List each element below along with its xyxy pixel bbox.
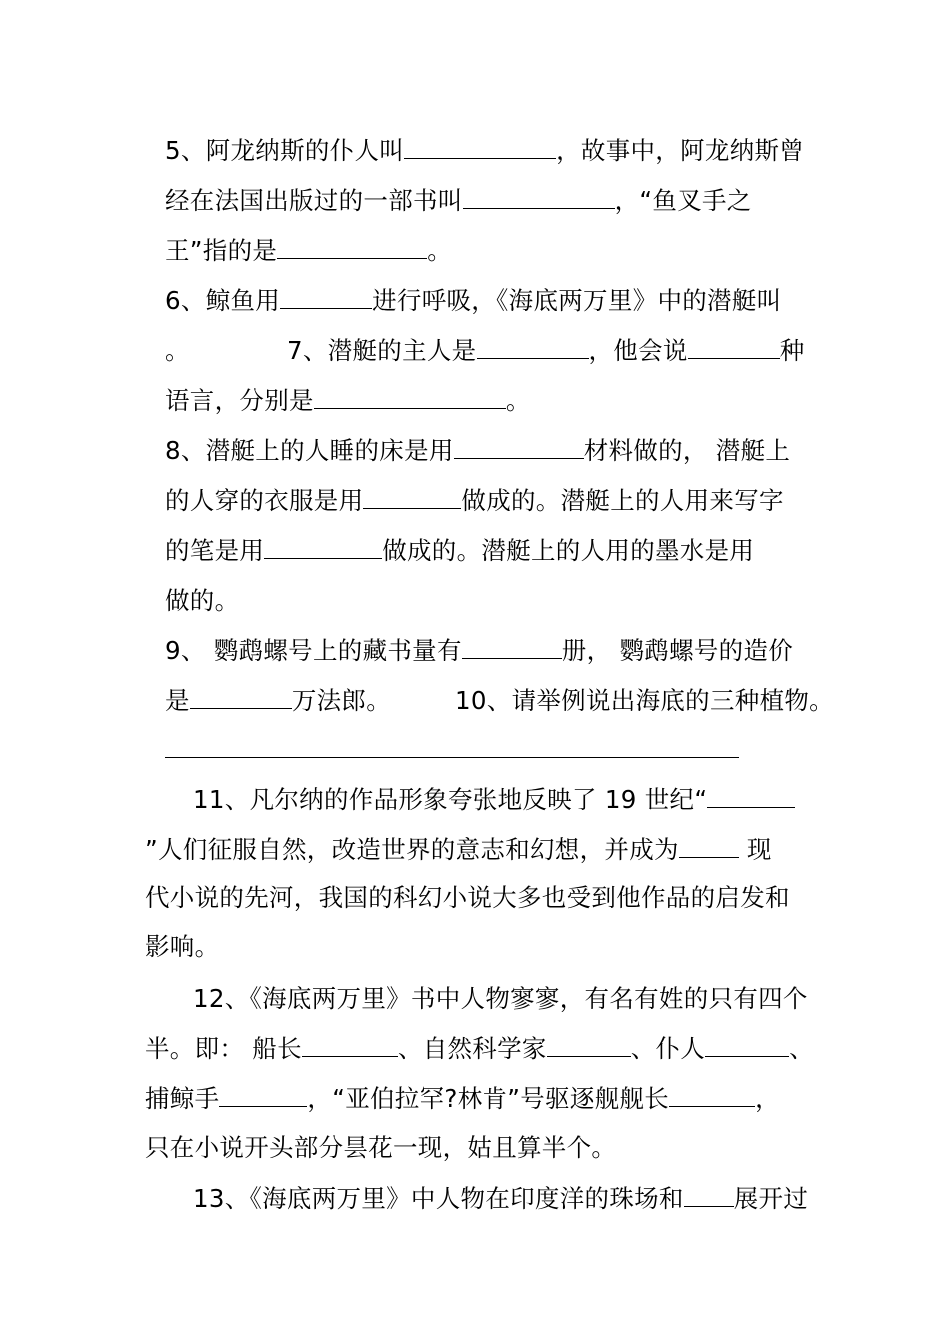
q9-text: 9、 鹦鹉螺号上的藏书量有 xyxy=(165,636,462,665)
q11-text: 11、凡尔纳的作品形象夸张地反映了 19 世纪“ xyxy=(193,785,708,814)
q9-text: 册， 鹦鹉螺号的造价 xyxy=(561,636,794,665)
q5-text: 王”指的是 xyxy=(165,236,278,265)
q11-text: 代小说的先河，我国的科幻小说大多也受到他作品的启发和 xyxy=(145,883,790,912)
q6-line-1 xyxy=(165,284,781,318)
q9-line-1 xyxy=(165,634,793,668)
q5-text: 。 xyxy=(427,236,453,265)
q12-blank-captain[interactable] xyxy=(302,1034,398,1057)
q7-text: 。 xyxy=(505,386,531,415)
q12-text: 捕鲸手 xyxy=(145,1084,220,1113)
q8-line-2 xyxy=(165,484,784,518)
q12-text: 12、《海底两万里》书中人物寥寥，有名有姓的只有四个 xyxy=(193,984,808,1013)
q8-line-3 xyxy=(165,534,754,568)
q8-text: 做成的。潜艇上的人用来写字 xyxy=(461,486,784,515)
q7-blank-languages-count[interactable] xyxy=(688,336,780,359)
q5-line-1 xyxy=(165,134,804,168)
q6-text: 进行呼吸，《海底两万里》中的潜艇叫 xyxy=(372,286,782,315)
q12-text: 、自然科学家 xyxy=(397,1034,547,1063)
q8-line-1 xyxy=(165,434,790,468)
q8-text: 的笔是用 xyxy=(165,536,265,565)
q11-text: ”人们征服自然，改造世界的意志和幻想，并成为 xyxy=(145,835,679,864)
q7-line-2 xyxy=(165,384,531,418)
q11-line-4 xyxy=(145,930,219,964)
q11-text: 现 xyxy=(738,835,772,864)
q8-text: 8、潜艇上的人睡的床是用 xyxy=(165,436,454,465)
q5-text: 5、阿龙纳斯的仆人叫 xyxy=(165,136,405,165)
q12-line-1 xyxy=(193,982,808,1016)
q10-answer-line[interactable] xyxy=(165,757,739,758)
q8-line-4 xyxy=(165,584,239,618)
q12-blank-whaler[interactable] xyxy=(219,1084,307,1107)
q7-text: 7、潜艇的主人是 xyxy=(287,336,477,365)
q5-blank-servant[interactable] xyxy=(404,136,556,159)
q7-text: 种 xyxy=(779,336,805,365)
q5-line-3 xyxy=(165,234,452,268)
q11-blank-modern[interactable] xyxy=(679,835,739,858)
q10-line-1 xyxy=(455,684,834,718)
q6-text: 。 xyxy=(165,336,190,365)
q9-text: 万法郎。 xyxy=(291,686,392,715)
q12-text: 只在小说开头部分昙花一现，姑且算半个。 xyxy=(145,1133,617,1162)
q8-blank-pen[interactable] xyxy=(264,536,382,559)
q7-blank-languages[interactable] xyxy=(314,386,506,409)
q9-line-2 xyxy=(165,684,391,718)
q8-blank-bed[interactable] xyxy=(454,436,584,459)
q12-text: 、 xyxy=(789,1034,814,1063)
q12-line-4 xyxy=(145,1131,616,1165)
q9-blank-cost[interactable] xyxy=(190,686,292,709)
q6-text: 6、鲸鱼用 xyxy=(165,286,281,315)
q9-text: 是 xyxy=(165,686,190,715)
q12-blank-scientist[interactable] xyxy=(547,1034,631,1057)
q10-text: 10、请举例说出海底的三种植物。 xyxy=(455,686,834,715)
q12-line-2 xyxy=(145,1032,814,1066)
q7-text: ，他会说 xyxy=(588,336,688,365)
q5-blank-book[interactable] xyxy=(463,186,615,209)
q11-text: 影响。 xyxy=(145,932,220,961)
q13-line-1 xyxy=(193,1182,808,1216)
q9-blank-books[interactable] xyxy=(462,636,562,659)
q5-blank-harpooner[interactable] xyxy=(277,236,427,259)
q12-text: 、仆人 xyxy=(630,1034,706,1063)
q13-text: 13、《海底两万里》中人物在印度洋的珠场和 xyxy=(193,1184,684,1213)
q12-blank-servant[interactable] xyxy=(705,1034,789,1057)
q5-text: ，故事中，阿龙纳斯曾 xyxy=(556,136,805,165)
q6-blank-breath[interactable] xyxy=(280,286,372,309)
q5-line-2 xyxy=(165,184,752,218)
q8-blank-clothes[interactable] xyxy=(363,486,461,509)
q13-blank-location[interactable] xyxy=(684,1184,734,1207)
q5-text: ，“鱼叉手之 xyxy=(614,186,752,215)
q8-text: 的人穿的衣服是用 xyxy=(165,486,364,515)
q12-blank-commander[interactable] xyxy=(669,1084,755,1107)
q11-line-1 xyxy=(193,783,795,817)
q8-text: 做的。 xyxy=(165,586,240,615)
q5-text: 经在法国出版过的一部书叫 xyxy=(165,186,463,215)
q13-text: 展开过 xyxy=(733,1184,809,1213)
q12-text: ， xyxy=(755,1084,780,1113)
q6-line-2 xyxy=(165,334,190,368)
q11-line-3 xyxy=(145,881,790,915)
q8-text: 做成的。潜艇上的人用的墨水是用 xyxy=(382,536,755,565)
q11-blank-century[interactable] xyxy=(707,785,795,808)
q11-line-2 xyxy=(145,833,772,867)
q7-blank-owner[interactable] xyxy=(477,336,589,359)
q7-line-1 xyxy=(287,334,805,368)
q12-text: ，“亚伯拉罕?林肯”号驱逐舰舰长 xyxy=(307,1084,670,1113)
q12-line-3 xyxy=(145,1082,780,1116)
q8-text: 材料做的， 潜艇上 xyxy=(583,436,791,465)
q7-text: 语言，分别是 xyxy=(165,386,314,415)
q12-text: 半。即： 船长 xyxy=(145,1034,302,1063)
